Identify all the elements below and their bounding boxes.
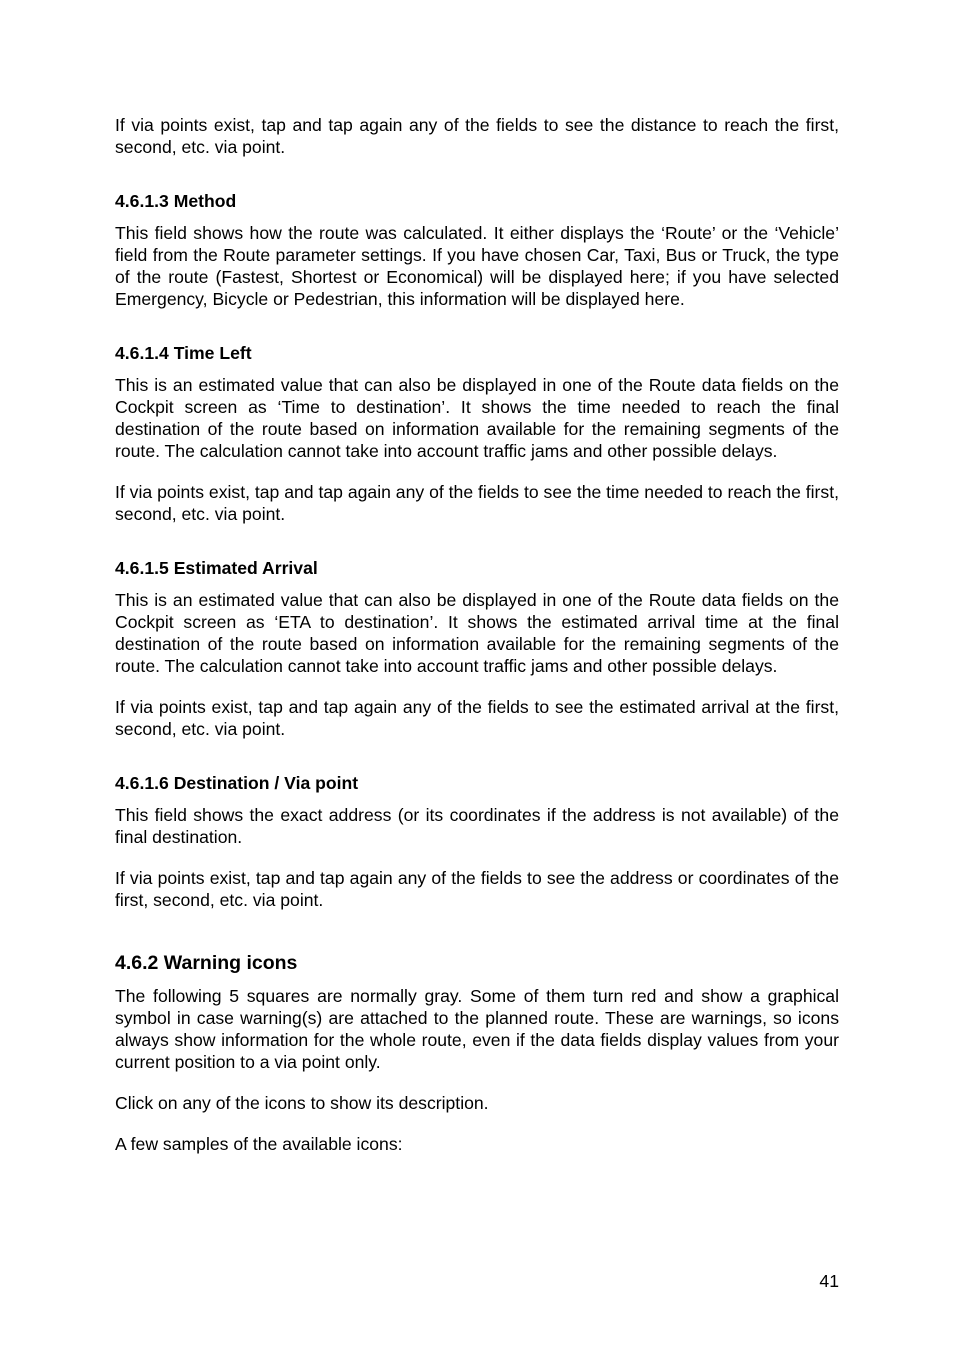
warning-icons-paragraph-3: A few samples of the available icons: <box>115 1134 403 1154</box>
heading-warning-icons: 4.6.2 Warning icons <box>115 952 298 974</box>
warning-icons-paragraph-1: The following 5 squares are normally gray. Some of them turn red and show a graphical symbol in case warning(s) are attached to the planned route. These are warnings, so icons always show information for the whole route, even if the data fields display values from your current position to a via point only. <box>115 986 839 1072</box>
page-number: 41 <box>819 1271 839 1291</box>
warning-icons-paragraph-2: Click on any of the icons to show its description. <box>115 1093 489 1113</box>
method-paragraph: This field shows how the route was calculated. It either displays the ‘Route’ or the ‘Vehicle’ field from the Route parameter settings. If you have chosen Car, Taxi, Bus or Truck, the type of the route (Fastest, Shortest or Economical) will be displayed here; if you have selected Emergency, Bicycle or Pedestrian, this information will be displayed here. <box>115 223 839 309</box>
estimated-arrival-paragraph-2: If via points exist, tap and tap again any of the fields to see the estimated arrival at the first, second, etc. via point. <box>115 697 839 739</box>
document-body <box>115 114 839 1155</box>
heading-method: 4.6.1.3 Method <box>115 191 237 211</box>
time-left-paragraph-1: This is an estimated value that can also be displayed in one of the Route data fields on the Cockpit screen as ‘Time to destination’. It shows the time needed to reach the final destination of the route based on information available for the remaining segments of the route. The calculation cannot take into account traffic jams and other possible delays. <box>115 375 839 461</box>
heading-destination: 4.6.1.6 Destination / Via point <box>115 773 359 793</box>
destination-paragraph-1: This field shows the exact address (or its coordinates if the address is not available) of the final destination. <box>115 805 839 847</box>
heading-time-left: 4.6.1.4 Time Left <box>115 343 252 363</box>
time-left-paragraph-2: If via points exist, tap and tap again any of the fields to see the time needed to reach the first, second, etc. via point. <box>115 482 839 524</box>
estimated-arrival-paragraph-1: This is an estimated value that can also be displayed in one of the Route data fields on the Cockpit screen as ‘ETA to destination’. It shows the estimated arrival time at the final destination of the route based on information available for the remaining segments of the route. The calculation cannot take into account traffic jams and other possible delays. <box>115 590 839 676</box>
intro-paragraph: If via points exist, tap and tap again any of the fields to see the distance to reach the first, second, etc. via point. <box>115 115 839 157</box>
heading-estimated-arrival: 4.6.1.5 Estimated Arrival <box>115 558 318 578</box>
destination-paragraph-2: If via points exist, tap and tap again any of the fields to see the address or coordinates of the first, second, etc. via point. <box>115 868 839 910</box>
